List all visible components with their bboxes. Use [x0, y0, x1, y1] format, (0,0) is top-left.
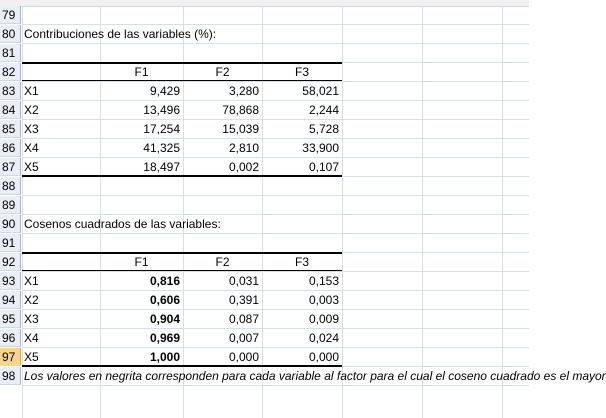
- value-cell[interactable]: 78,868: [222, 103, 259, 117]
- value-cell[interactable]: 0,000: [308, 350, 339, 364]
- table-border: [22, 80, 342, 81]
- row-header[interactable]: 91: [0, 234, 21, 252]
- row-header[interactable]: 90: [0, 215, 21, 233]
- value-cell[interactable]: 0,391: [228, 293, 259, 307]
- row-gridline: [22, 385, 529, 386]
- sheet-row: [0, 367, 606, 386]
- column-header-cell[interactable]: F2: [215, 255, 230, 269]
- value-cell[interactable]: 2,810: [228, 141, 259, 155]
- section-title[interactable]: Cosenos cuadrados de las variables:: [24, 217, 221, 231]
- row-header[interactable]: 94: [0, 291, 21, 309]
- variable-label-cell[interactable]: X4: [24, 141, 39, 155]
- value-cell[interactable]: 0,007: [228, 331, 259, 345]
- row-header[interactable]: 92: [0, 253, 21, 271]
- sheet-row: [0, 291, 529, 310]
- value-cell[interactable]: 0,031: [228, 274, 259, 288]
- variable-label-cell[interactable]: X5: [24, 160, 39, 174]
- value-cell[interactable]: 5,728: [308, 122, 339, 136]
- sheet-row: [0, 158, 529, 177]
- value-cell[interactable]: 0,816: [149, 274, 180, 288]
- value-cell[interactable]: 18,497: [143, 160, 180, 174]
- row-header[interactable]: 88: [0, 177, 21, 195]
- row-header[interactable]: 79: [0, 6, 21, 24]
- value-cell[interactable]: 0,107: [308, 160, 339, 174]
- value-cell[interactable]: 0,904: [149, 312, 180, 326]
- sheet-row: [0, 82, 529, 101]
- variable-label-cell[interactable]: X3: [24, 312, 39, 326]
- variable-label-cell[interactable]: X1: [24, 84, 39, 98]
- value-cell[interactable]: 13,496: [143, 103, 180, 117]
- value-cell[interactable]: 15,039: [222, 122, 259, 136]
- value-cell[interactable]: 1,000: [149, 350, 180, 364]
- value-cell[interactable]: 17,254: [143, 122, 180, 136]
- sheet-row: [0, 63, 529, 82]
- value-cell[interactable]: 58,021: [302, 84, 339, 98]
- value-cell[interactable]: 0,153: [308, 274, 339, 288]
- sheet-row: [0, 234, 529, 253]
- row-header[interactable]: 93: [0, 272, 21, 290]
- value-cell[interactable]: 0,003: [308, 293, 339, 307]
- sheet-row: [0, 25, 529, 44]
- value-cell[interactable]: 0,969: [149, 331, 180, 345]
- row-header[interactable]: 85: [0, 120, 21, 138]
- variable-label-cell[interactable]: X5: [24, 350, 39, 364]
- variable-label-cell[interactable]: X2: [24, 293, 39, 307]
- row-header[interactable]: 96: [0, 329, 21, 347]
- table-border: [22, 270, 342, 271]
- value-cell[interactable]: 0,002: [228, 160, 259, 174]
- row-header[interactable]: 89: [0, 196, 21, 214]
- sheet-row: [0, 44, 529, 63]
- row-header[interactable]: 97: [0, 348, 21, 366]
- sheet-row: [0, 215, 529, 234]
- row-header[interactable]: 83: [0, 82, 21, 100]
- sheet-row: [0, 310, 529, 329]
- sheet-row: [0, 101, 529, 120]
- value-cell[interactable]: 41,325: [143, 141, 180, 155]
- row-header[interactable]: 84: [0, 101, 21, 119]
- section-title[interactable]: Contribuciones de las variables (%):: [24, 27, 217, 41]
- row-header[interactable]: 87: [0, 158, 21, 176]
- sheet-row: [0, 6, 529, 25]
- column-header-cell[interactable]: F3: [294, 255, 309, 269]
- sheet-row: [0, 139, 529, 158]
- variable-label-cell[interactable]: X1: [24, 274, 39, 288]
- footnote-text[interactable]: Los valores en negrita corresponden para cada variable al factor para el cual el coseno cuadrado es el mayor: [24, 369, 606, 383]
- value-cell[interactable]: 3,280: [228, 84, 259, 98]
- row-header[interactable]: 95: [0, 310, 21, 328]
- value-cell[interactable]: 0,000: [228, 350, 259, 364]
- value-cell[interactable]: 0,606: [149, 293, 180, 307]
- row-header[interactable]: 80: [0, 25, 21, 43]
- row-header[interactable]: 86: [0, 139, 21, 157]
- column-header-cell[interactable]: F1: [134, 65, 149, 79]
- column-header-cell[interactable]: F2: [215, 65, 230, 79]
- row-header[interactable]: 81: [0, 44, 21, 62]
- column-header-cell[interactable]: F1: [134, 255, 149, 269]
- sheet-row: [0, 120, 529, 139]
- value-cell[interactable]: 0,024: [308, 331, 339, 345]
- sheet-row: [0, 177, 529, 196]
- sheet-row: [0, 272, 529, 291]
- value-cell[interactable]: 9,429: [149, 84, 180, 98]
- sheet-row: [0, 196, 529, 215]
- value-cell[interactable]: 33,900: [302, 141, 339, 155]
- sheet-row: [0, 348, 529, 367]
- value-cell[interactable]: 0,087: [228, 312, 259, 326]
- sheet-row: [0, 253, 529, 272]
- column-header-cell[interactable]: F3: [294, 65, 309, 79]
- variable-label-cell[interactable]: X2: [24, 103, 39, 117]
- row-header[interactable]: 82: [0, 63, 21, 81]
- row-header[interactable]: 98: [0, 367, 21, 385]
- value-cell[interactable]: 2,244: [308, 103, 339, 117]
- variable-label-cell[interactable]: X4: [24, 331, 39, 345]
- variable-label-cell[interactable]: X3: [24, 122, 39, 136]
- sheet-row: [0, 329, 529, 348]
- value-cell[interactable]: 0,009: [308, 312, 339, 326]
